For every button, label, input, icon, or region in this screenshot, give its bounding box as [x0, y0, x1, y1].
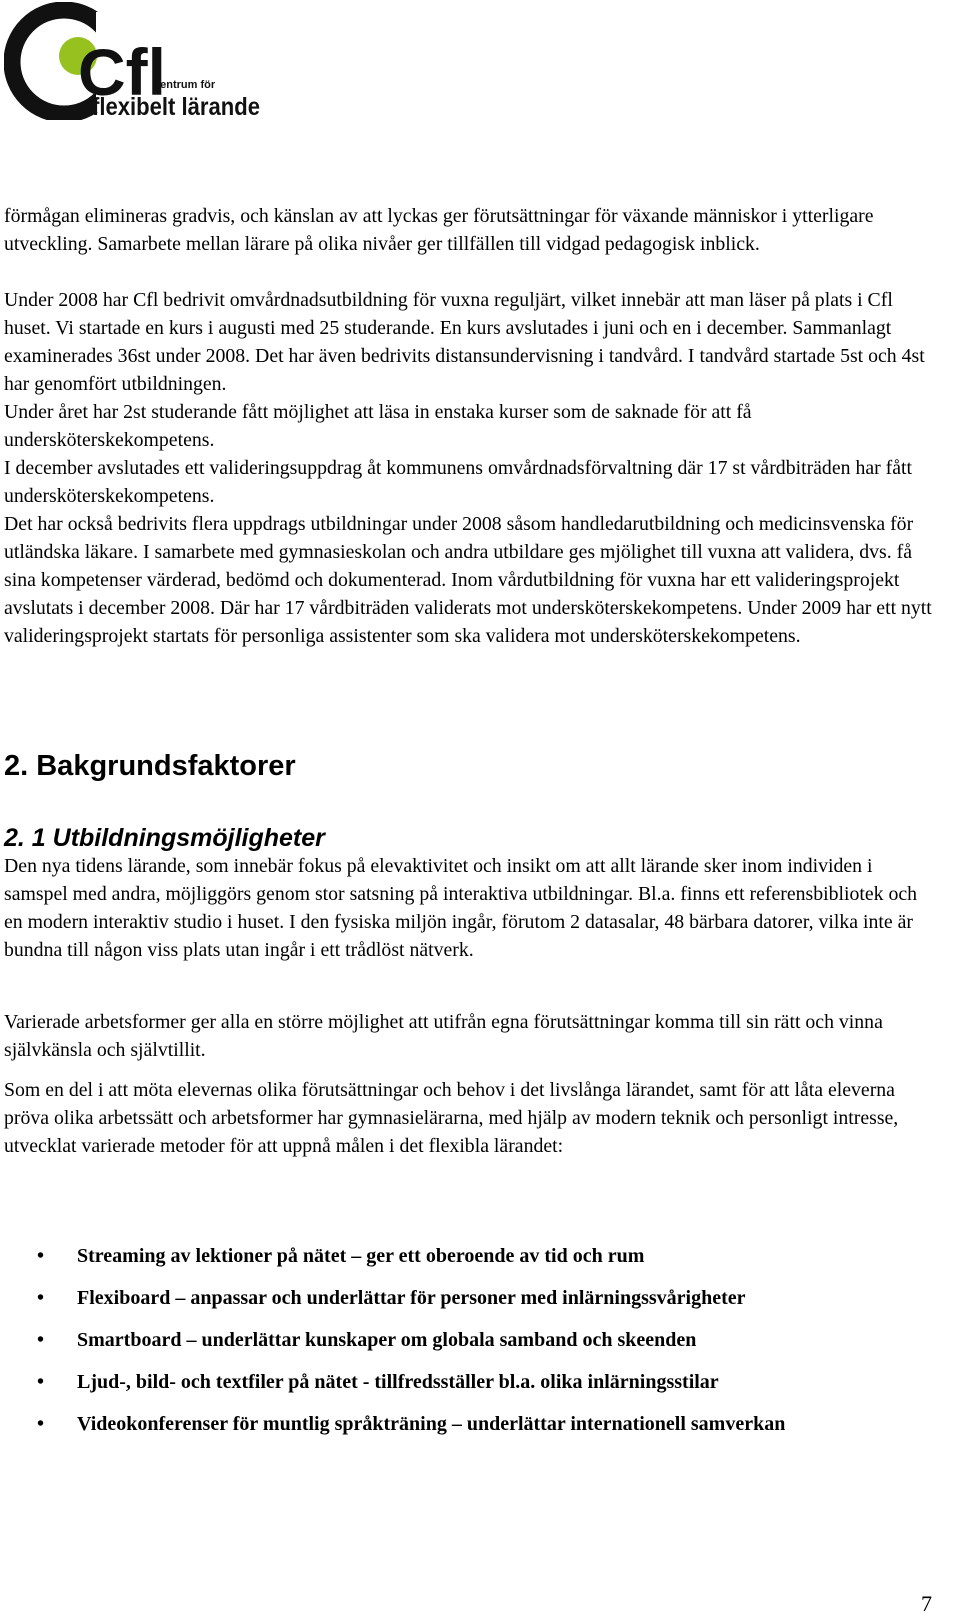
paragraph: Som en del i att möta elevernas olika förutsättningar och behov i det livslånga lärandet, samt för att låta eleverna pröva olika arbetssätt och arbetsformer har gymnasielärarna, med hjälp av modern teknik och personligt intresse, utvecklat varierade metoder för att uppnå målen i det flexibla lärandet:: [4, 1079, 899, 1157]
bullet-icon: •: [37, 1329, 45, 1351]
subsection-heading: 2. 1 Utbildningsmöjligheter: [4, 824, 325, 852]
method-list: [0, 1242, 930, 1452]
list-item-text: Streaming av lektioner på nätet – ger ett oberoende av tid och rum: [77, 1245, 645, 1267]
list-item-text: Smartboard – underlättar kunskaper om globala samband och skeenden: [77, 1329, 697, 1351]
logo-tagline-large: flexibelt lärande: [92, 93, 261, 120]
bullet-icon: •: [37, 1413, 45, 1435]
list-item-text: Ljud-, bild- och textfiler på nätet - tillfredsställer bl.a. olika inlärningsstilar: [77, 1371, 719, 1393]
paragraph: Varierade arbetsformer ger alla en större möjlighet att utifrån egna förutsättningar komma till sin rätt och vinna självkänsla och självtillit.: [4, 1011, 883, 1061]
paragraph: Det har också bedrivits flera uppdrags utbildningar under 2008 såsom handledarutbildning och medicinsvenska för utländska läkare. I samarbete med gymnasieskolan och andra utbildare ges mjölighet till vuxna att validera, dvs. få sina kompetenser värderad, bedömd och dokumenterad. Inom vårdutbildning för vuxna har ett valideringsprojekt avslutats i december 2008. Där har 17 vårdbiträden validerats mot undersköterskekompetens. Under 2009 har ett nytt valideringsprojekt startats för personliga assistenter som ska validera mot undersköterskekompetens.: [4, 513, 932, 647]
section-heading: 2. Bakgrundsfaktorer: [4, 750, 296, 782]
bullet-icon: •: [37, 1287, 45, 1309]
cfl-logo-graphic: [4, 2, 264, 120]
list-item: [0, 1410, 930, 1438]
list-item-text: Videokonferenser för muntlig språkträning – underlättar internationell samverkan: [77, 1413, 786, 1435]
cfl-logo: [4, 2, 264, 120]
paragraph: I december avslutades ett valideringsuppdrag åt kommunens omvårdnadsförvaltning där 17 st vårdbiträden har fått undersköterskekompetens.: [4, 457, 913, 507]
list-item: [0, 1326, 930, 1354]
logo-tagline-small: centrum för: [154, 79, 216, 91]
page-number: 7: [921, 1591, 932, 1616]
bullet-icon: •: [37, 1245, 45, 1267]
list-item: [0, 1284, 930, 1312]
paragraph: Den nya tidens lärande, som innebär fokus på elevaktivitet och insikt om att allt lärande sker inom individen i samspel med andra, möjliggörs genom stor satsning på interaktiva utbildningar. Bl.a. finns ett referensbibliotek och en modern interaktiv studio i huset. I den fysiska miljön ingår, förutom 2 datasalar, 48 bärbara datorer, vilka inte är bundna till någon viss plats utan ingår i ett trådlöst nätverk.: [4, 855, 918, 961]
list-item: [0, 1242, 930, 1270]
paragraph: Under 2008 har Cfl bedrivit omvårdnadsutbildning för vuxna reguljärt, vilket innebär att man läser på plats i Cfl huset. Vi startade en kurs i augusti med 25 studerande. En kurs avslutades i juni och en i december. Sammanlagt examinerades 36st under 2008. Det har även bedrivits distansundervisning i tandvård. I tandvård startade 5st och 4st har genomfört utbildningen.: [4, 289, 925, 395]
bullet-icon: •: [37, 1371, 45, 1393]
list-item-text: Flexiboard – anpassar och underlättar för personer med inlärningssvårigheter: [77, 1287, 746, 1309]
list-item: [0, 1368, 930, 1396]
logo-letters: Cfl: [78, 35, 166, 109]
paragraph: förmågan elimineras gradvis, och känslan av att lyckas ger förutsättningar för växande människor i ytterligare utveckling. Samarbete mellan lärare på olika nivåer ger tillfällen till vidgad pedagogisk inblick.: [4, 205, 874, 255]
paragraph: Under året har 2st studerande fått möjlighet att läsa in enstaka kurser som de saknade för att få undersköterskekompetens.: [4, 401, 752, 451]
